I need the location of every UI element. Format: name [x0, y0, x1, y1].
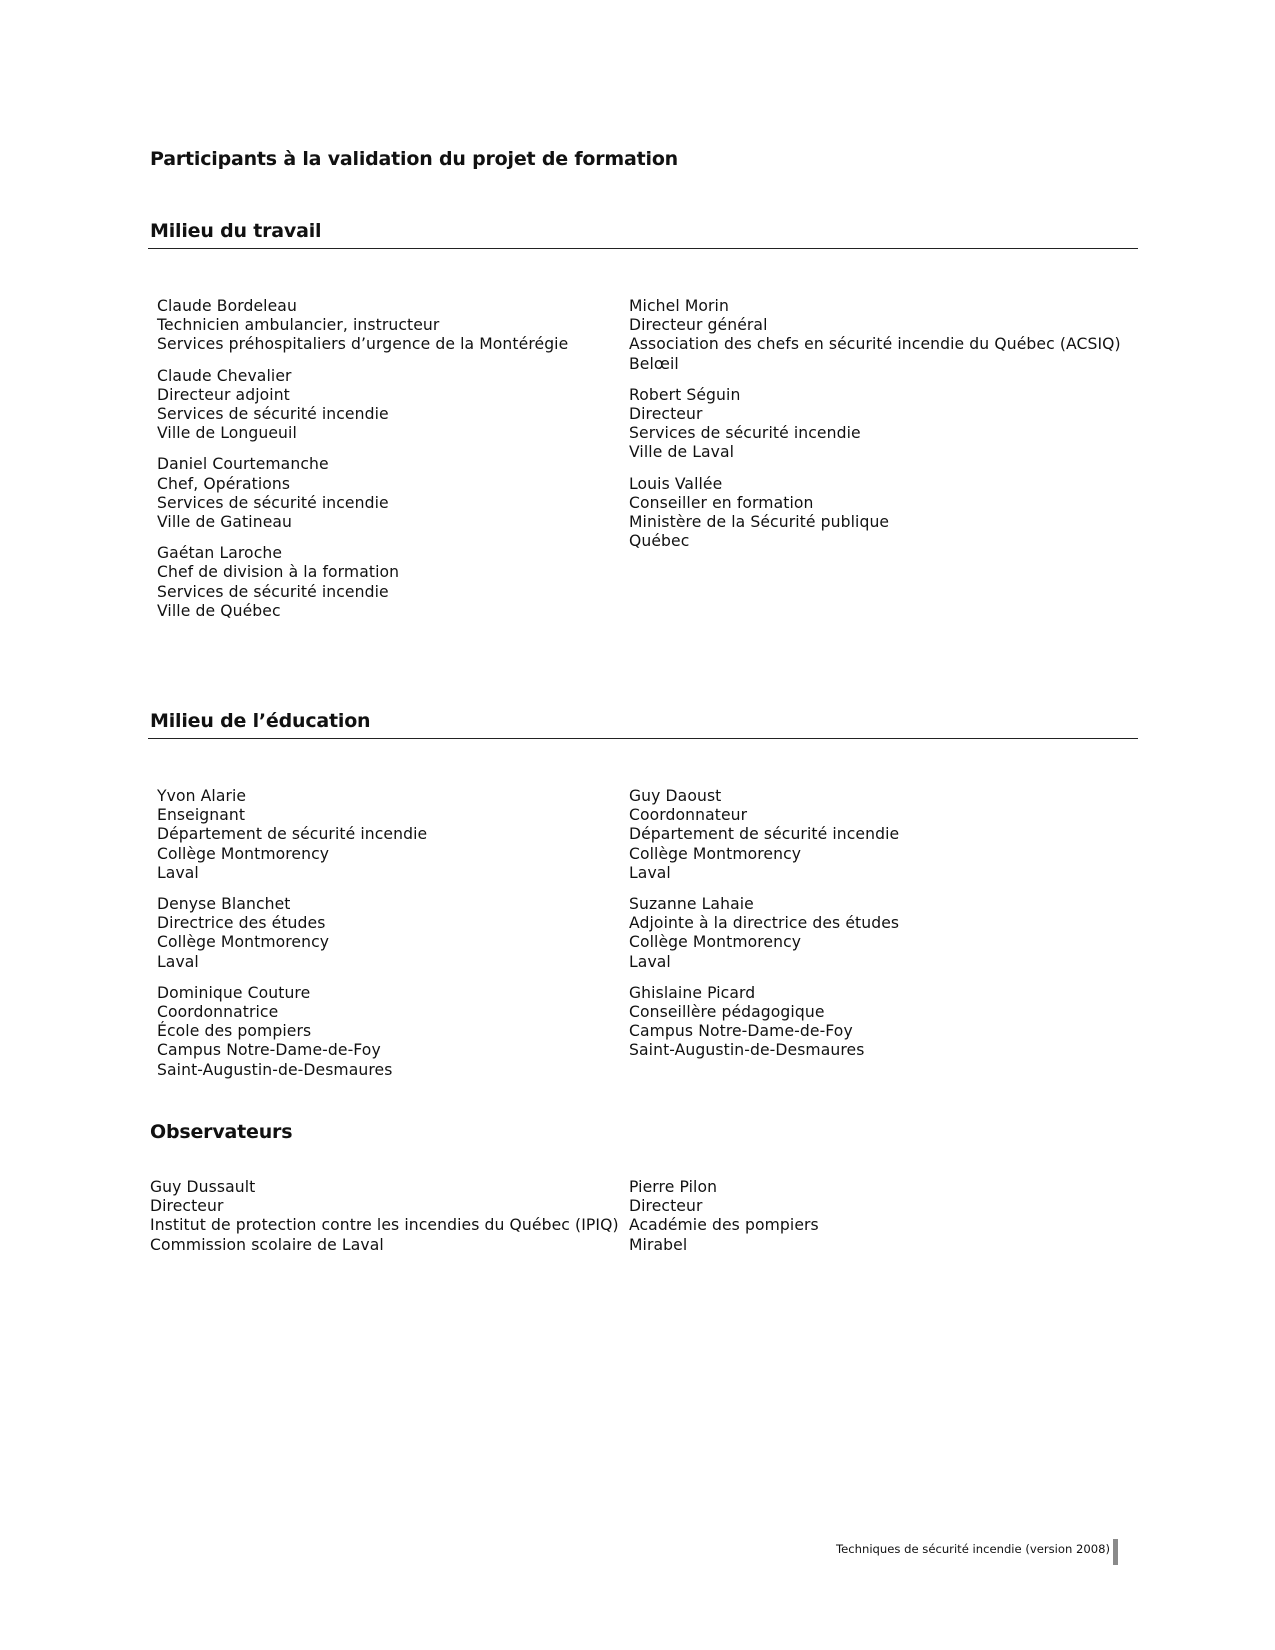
participant-name: Claude Chevalier: [157, 366, 292, 385]
participant-entry: [157, 984, 617, 1080]
participant-detail: Adjointe à la directrice des études: [629, 914, 900, 933]
participant-name: Louis Vallée: [629, 474, 723, 493]
participant-detail: Services de sécurité incendie: [157, 582, 389, 601]
participant-detail: Ministère de la Sécurité publique: [629, 513, 890, 532]
participant-detail: Campus Notre-Dame-de-Foy: [629, 1022, 853, 1041]
footer-bar: [1113, 1539, 1118, 1565]
participant-detail: Laval: [157, 952, 199, 971]
section-heading-observers: Observateurs: [150, 1121, 293, 1143]
participant-detail: Association des chefs en sécurité incendie du Québec (ACSIQ): [629, 335, 1121, 354]
participant-entry: [157, 297, 617, 355]
participant-detail: Département de sécurité incendie: [157, 825, 428, 844]
participant-detail: Enseignant: [157, 806, 246, 825]
participant-entry: [157, 787, 617, 883]
participant-detail: Coordonnateur: [629, 806, 748, 825]
participant-detail: Chef, Opérations: [157, 474, 291, 493]
education-left-column: [157, 787, 617, 1092]
participant-detail: Technicien ambulancier, instructeur: [157, 316, 440, 335]
section-heading-education: Milieu de l’éducation: [150, 710, 371, 732]
participant-detail: Directeur général: [629, 316, 768, 335]
participant-name: Daniel Courtemanche: [157, 455, 329, 474]
participant-detail: École des pompiers: [157, 1022, 312, 1041]
participant-name: Guy Daoust: [629, 787, 722, 805]
participant-name: Gaétan Laroche: [157, 544, 283, 563]
observers-left-column: [150, 1178, 620, 1267]
participant-entry: [629, 1178, 1129, 1255]
participant-name: Guy Dussault: [150, 1178, 256, 1196]
section-divider-education: [148, 738, 1138, 739]
work-left-column: [157, 297, 617, 633]
participant-detail: Département de sécurité incendie: [629, 825, 900, 844]
participant-detail: Belœil: [629, 354, 679, 373]
participant-name: Denyse Blanchet: [157, 895, 291, 914]
page-title: Participants à la validation du projet de formation: [150, 148, 679, 170]
participant-detail: Mirabel: [629, 1235, 688, 1254]
participant-detail: Conseiller en formation: [629, 493, 814, 512]
participant-detail: Ville de Longueuil: [157, 424, 297, 443]
participant-name: Dominique Couture: [157, 983, 311, 1002]
participant-detail: Collège Montmorency: [157, 844, 330, 863]
participant-name: Michel Morin: [629, 297, 729, 315]
participant-detail: Coordonnatrice: [157, 1003, 279, 1022]
participant-name: Claude Bordeleau: [157, 297, 297, 315]
participant-name: Suzanne Lahaie: [629, 895, 754, 914]
participant-detail: Conseillère pédagogique: [629, 1003, 825, 1022]
section-heading-work: Milieu du travail: [150, 220, 322, 242]
participant-name: Pierre Pilon: [629, 1178, 718, 1196]
participant-detail: Commission scolaire de Laval: [150, 1235, 384, 1254]
observers-right-column: [629, 1178, 1129, 1267]
participant-detail: Laval: [629, 952, 671, 971]
participant-entry: [157, 895, 617, 972]
participant-detail: Services de sécurité incendie: [629, 424, 861, 443]
participant-entry: [629, 475, 1129, 552]
participant-detail: Collège Montmorency: [629, 933, 802, 952]
participant-name: Ghislaine Picard: [629, 983, 756, 1002]
participant-detail: Services préhospitaliers d’urgence de la Montérégie: [157, 335, 569, 354]
participant-entry: [629, 297, 1129, 374]
work-right-column: [629, 297, 1129, 563]
participant-detail: Académie des pompiers: [629, 1216, 819, 1235]
participant-detail: Directeur: [150, 1197, 224, 1216]
footer-text: Techniques de sécurité incendie (version 2008): [836, 1542, 1111, 1556]
participant-detail: Services de sécurité incendie: [157, 493, 389, 512]
participant-entry: [629, 984, 1129, 1061]
participant-detail: Saint-Augustin-de-Desmaures: [629, 1041, 865, 1060]
participant-entry: [629, 386, 1129, 463]
participant-detail: Ville de Québec: [157, 601, 281, 620]
participant-detail: Campus Notre-Dame-de-Foy: [157, 1041, 381, 1060]
participant-detail: Directrice des études: [157, 914, 326, 933]
participant-detail: Ville de Gatineau: [157, 513, 293, 532]
participant-detail: Laval: [629, 863, 671, 882]
participant-entry: [157, 367, 617, 444]
participant-name: Yvon Alarie: [157, 787, 247, 805]
section-divider-work: [148, 248, 1138, 249]
participant-detail: Laval: [157, 863, 199, 882]
participant-detail: Directeur adjoint: [157, 385, 290, 404]
participant-entry: [157, 455, 617, 532]
participant-detail: Collège Montmorency: [157, 933, 330, 952]
participant-detail: Directeur: [629, 1197, 703, 1216]
participant-entry: [150, 1178, 620, 1255]
participant-entry: [157, 544, 617, 621]
participant-detail: Directeur: [629, 405, 703, 424]
participant-entry: [629, 787, 1129, 883]
participant-detail: Québec: [629, 532, 690, 551]
participant-detail: Chef de division à la formation: [157, 563, 400, 582]
participant-detail: Services de sécurité incendie: [157, 405, 389, 424]
participant-detail: Institut de protection contre les incendies du Québec (IPIQ): [150, 1216, 619, 1235]
participant-detail: Ville de Laval: [629, 443, 735, 462]
participant-detail: Collège Montmorency: [629, 844, 802, 863]
education-right-column: [629, 787, 1129, 1073]
participant-detail: Saint-Augustin-de-Desmaures: [157, 1060, 393, 1079]
participant-entry: [629, 895, 1129, 972]
participant-name: Robert Séguin: [629, 385, 741, 404]
